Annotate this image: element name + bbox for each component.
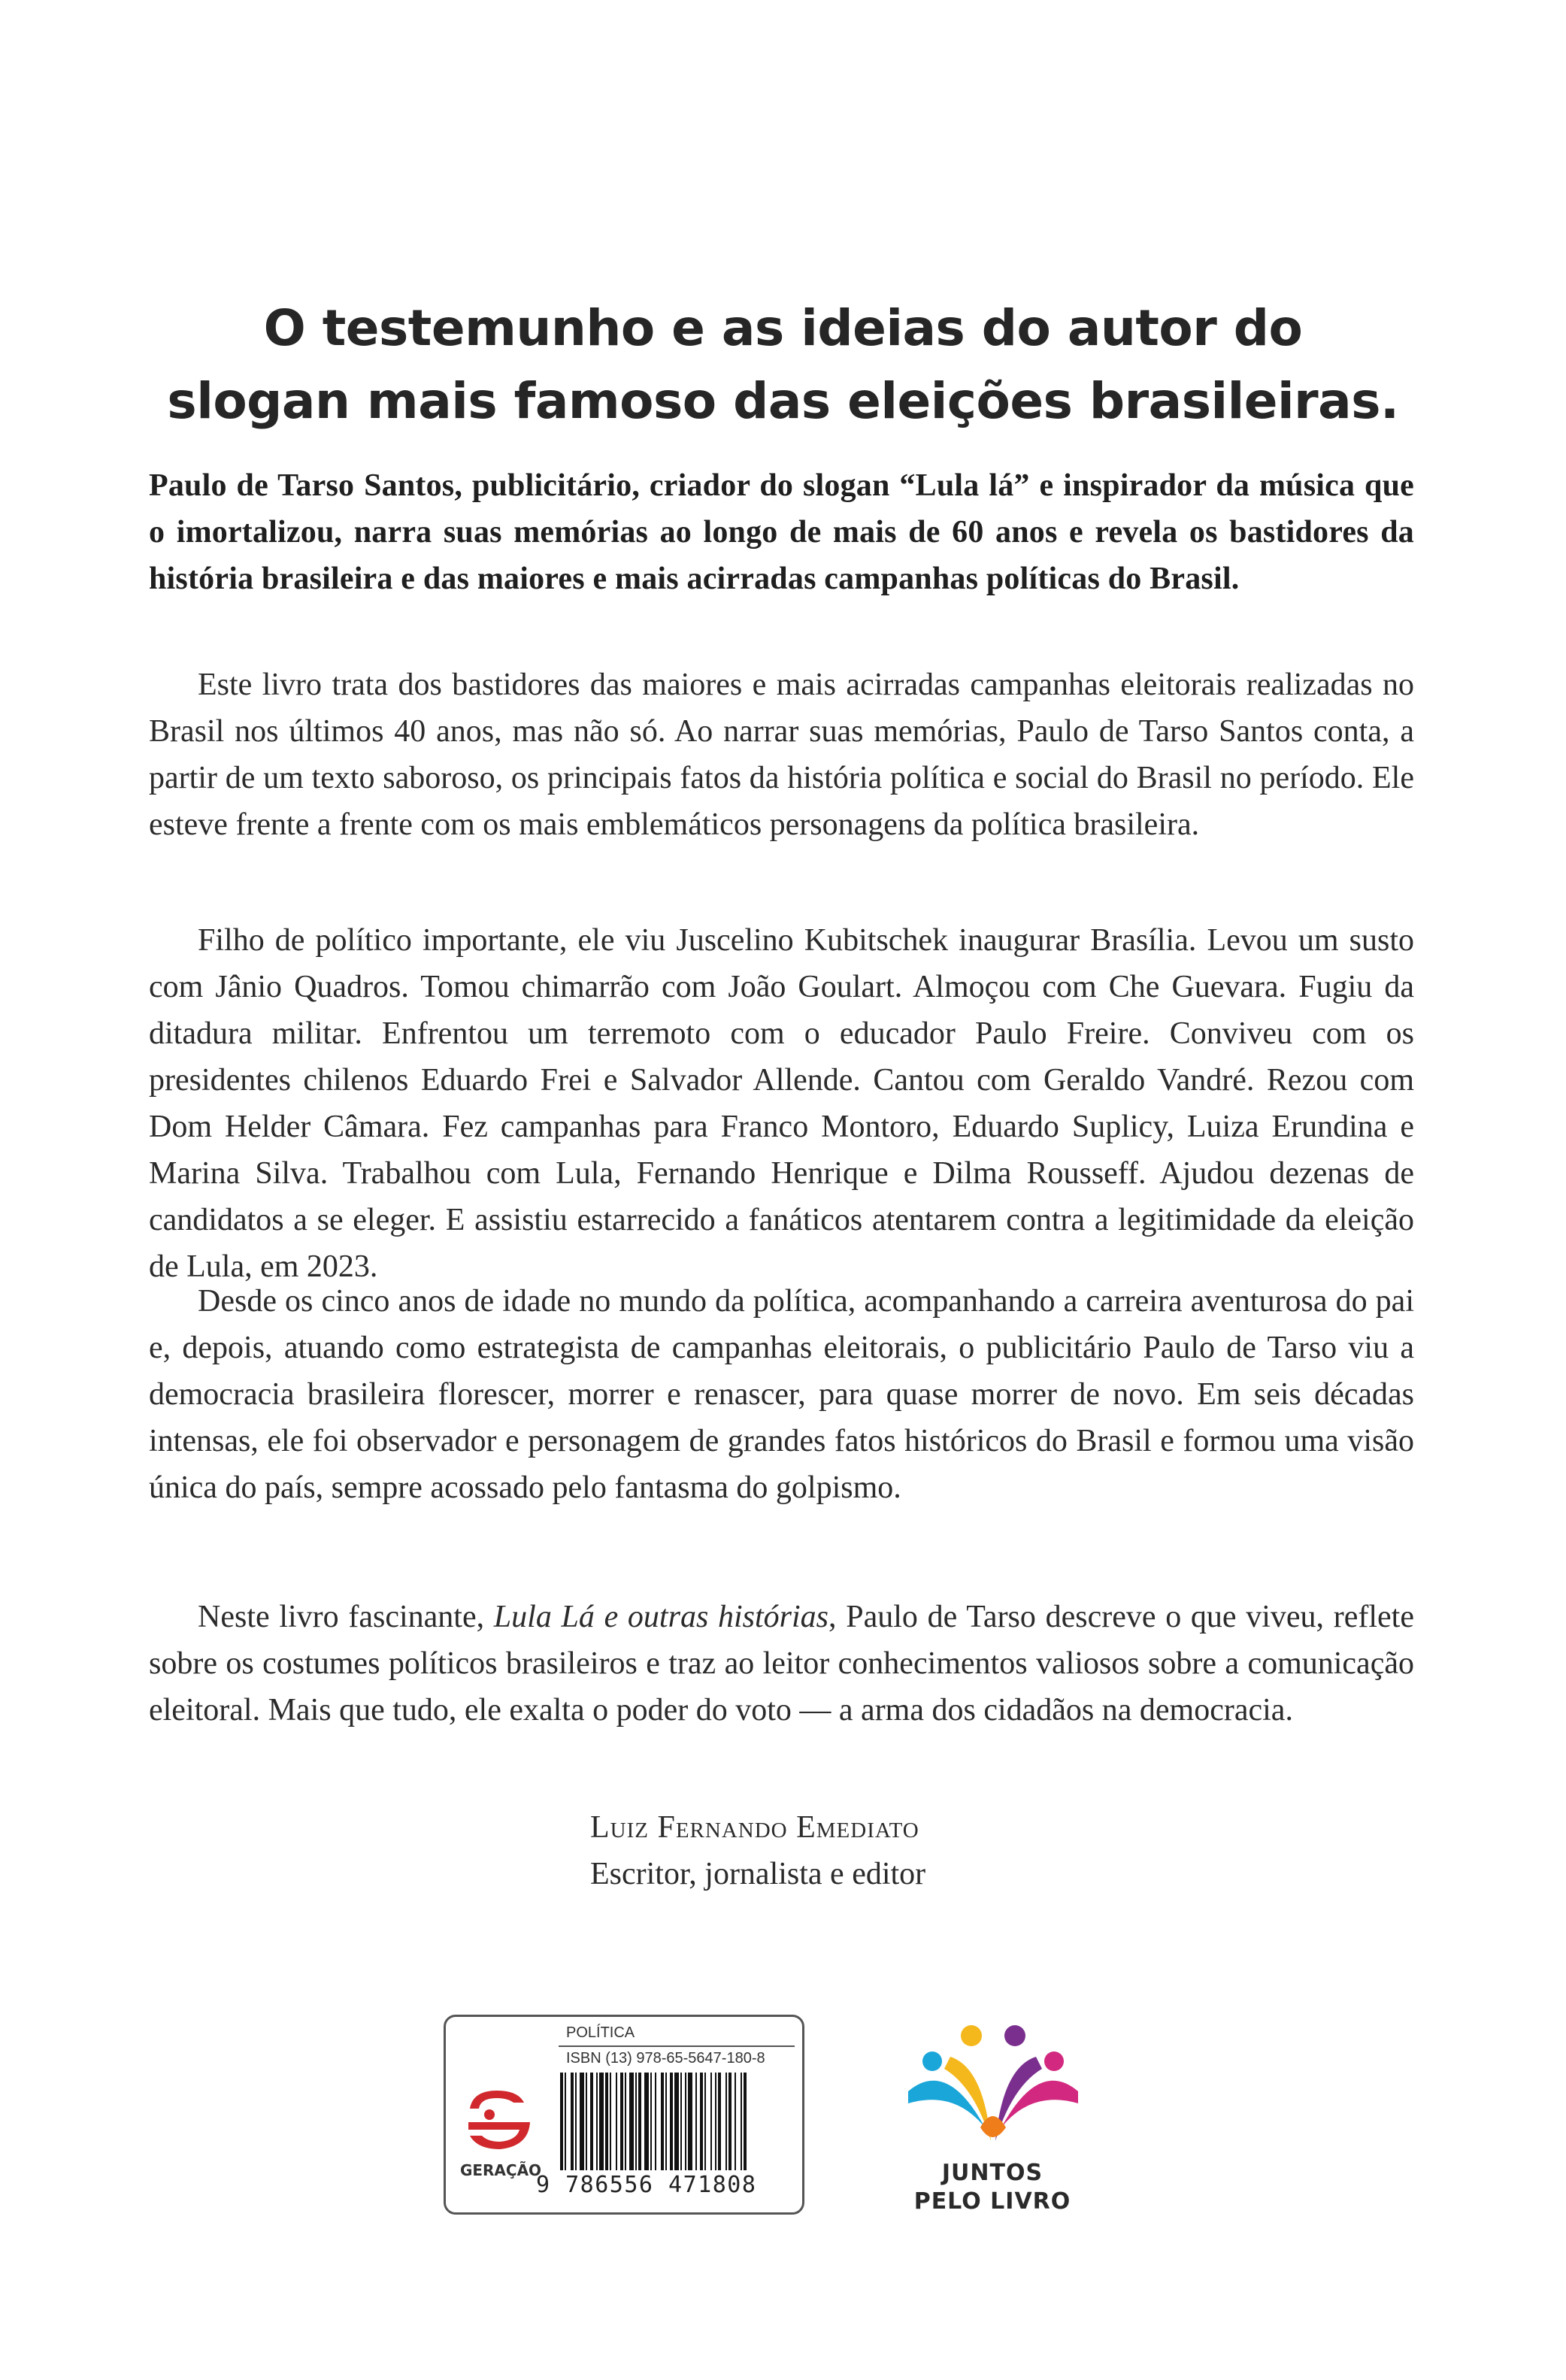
paragraph-2: Filho de político importante, ele viu Juscelino Kubitschek inaugurar Brasília. Levou um susto com Jânio Quadros. Tomou chimarrão com João Goulart. Almoçou com Che Guevara. Fugiu da ditadura militar. Enfrentou um terremoto com o educador Paulo Freire. Conviveu com os presidentes chilenos Eduardo Frei e Salvador Allende. Cantou com Geraldo Vandré. Rezou com Dom Helder Câmara. Fez campanhas para Franco Montoro, Eduardo Suplicy, Luiza Erundina e Marina Silva. Trabalhou com Lula, Fernando Henrique e Dilma Rousseff. Ajudou dezenas de candidatos a se eleger. E assistiu estarrecido a fanáticos atentarem contra a legitimidade da eleição de Lula, em 2023. (149, 923, 1414, 1284)
barcode-stripe (575, 2073, 577, 2170)
barcode-stripe (560, 2073, 563, 2170)
barcode-digits: 9 786556 471808 (536, 2172, 757, 2198)
barcode-stripe (710, 2073, 712, 2170)
barcode-stripe (616, 2073, 617, 2170)
barcode-stripe (695, 2073, 697, 2170)
barcode-stripe (605, 2073, 608, 2170)
signature (590, 1804, 925, 1897)
barcode-stripe (629, 2073, 634, 2170)
juntos-figures-icon (902, 2015, 1083, 2157)
barcode-stripe (580, 2073, 584, 2170)
barcode-stripe (725, 2073, 727, 2170)
headline (150, 292, 1416, 438)
signature-role: Escritor, jornalista e editor (590, 1857, 926, 1891)
juntos-pelo-livro-logo (902, 2015, 1083, 2218)
barcode-stripe (655, 2073, 656, 2170)
barcode-stripe (680, 2073, 682, 2170)
barcode-stripe (661, 2073, 664, 2170)
juntos-line-1: JUNTOS (941, 2160, 1043, 2186)
paragraph-1: Este livro trata dos bastidores das maiores e mais acirradas campanhas eleitorais realizadas no Brasil nos últimos 40 anos, mas não só. Ao narrar suas memórias, Paulo de Tarso Santos conta, a partir de um texto saboroso, os principais fatos da história política e social do Brasil no período. Ele esteve frente a frente com os mais emblemáticos personagens da política brasileira. (149, 668, 1414, 842)
juntos-text (902, 2159, 1083, 2216)
headline-line-2: slogan mais famoso das eleições brasileiras. (167, 372, 1399, 430)
barcode-stripe (638, 2073, 641, 2170)
barcode-stripe (599, 2073, 604, 2170)
barcode-stripe (700, 2073, 703, 2170)
publisher-logo-icon (455, 2080, 545, 2163)
headline-line-1: O testemunho e as ideias do autor do (263, 299, 1303, 357)
category-label: POLÍTICA (566, 2024, 635, 2041)
barcode-stripe (596, 2073, 598, 2170)
barcode-stripe (728, 2073, 732, 2170)
barcode-stripe (741, 2073, 742, 2170)
barcode-stripe (715, 2073, 716, 2170)
barcode-stripe (571, 2073, 574, 2170)
barcode-stripe (625, 2073, 626, 2170)
barcode-stripe (644, 2073, 649, 2170)
barcode-stripe (565, 2073, 566, 2170)
barcode-stripe (590, 2073, 593, 2170)
barcode-stripe (650, 2073, 652, 2170)
barcode-stripe (744, 2073, 747, 2170)
barcode-stripe (620, 2073, 623, 2170)
barcode-stripe (665, 2073, 667, 2170)
barcode-stripe (635, 2073, 637, 2170)
lead-paragraph: Paulo de Tarso Santos, publicitário, criador do slogan “Lula lá” e inspirador da música que o imortalizou, narra suas memórias ao longo de mais de 60 anos e revela os bastidores da história brasileira e das maiores e mais acirradas campanhas políticas do Brasil. (149, 468, 1414, 596)
paragraph-3: Desde os cinco anos de idade no mundo da política, acompanhando a carreira aventurosa do pai e, depois, atuando como estrategista de campanhas eleitorais, o publicitário Paulo de Tarso viu a democracia brasileira florescer, morrer e renascer, para quase morrer de novo. Em seis décadas intensas, ele foi observador e personagem de grandes fatos históricos do Brasil e formou uma visão única do país, sempre acossado pelo fantasma do golpismo. (149, 1284, 1414, 1505)
barcode-bars (559, 2073, 793, 2170)
barcode-stripe (704, 2073, 706, 2170)
barcode-stripe (670, 2073, 673, 2170)
barcode-stripe (685, 2073, 686, 2170)
isbn-label: ISBN (13) 978-65-5647-180-8 (566, 2050, 765, 2067)
barcode-stripe (674, 2073, 679, 2170)
barcode-stripe (610, 2073, 611, 2170)
barcode-stripe (688, 2073, 692, 2170)
barcode-stripe (586, 2073, 587, 2170)
book-title: Lula Lá e outras histórias (493, 1600, 829, 1634)
isbn-barcode-box (444, 2015, 804, 2215)
publisher-name: GERAÇÃO (459, 2161, 542, 2179)
barcode-stripe (718, 2073, 721, 2170)
paragraph-4-start: Neste livro fascinante, (198, 1600, 494, 1634)
barcode-stripe (735, 2073, 736, 2170)
divider (559, 2045, 795, 2047)
juntos-line-2: PELO LIVRO (913, 2188, 1071, 2215)
paragraph-4-end: , Paulo de Tarso descreve o que viveu, reflete sobre os costumes políticos brasileiros e traz ao leitor conhecimentos valiosos sobre a comunicação eleitoral. Mais que tudo, ele exalta o poder do voto — a arma dos cidadãos na democracia. (149, 1600, 1414, 1727)
paragraph-4 (149, 1594, 1414, 1734)
signature-name: Luiz Fernando Emediato (590, 1810, 919, 1845)
